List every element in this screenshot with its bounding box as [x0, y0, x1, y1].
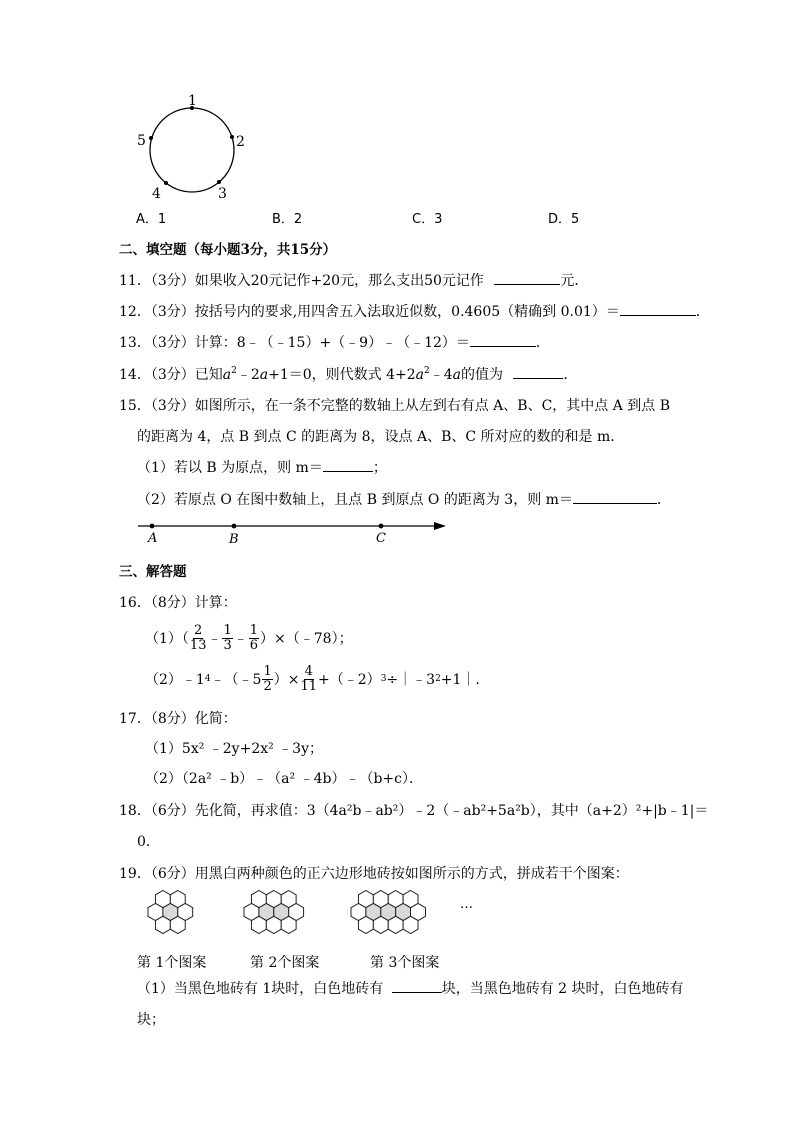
hex-caption-2: 第 2个图案 [250, 955, 320, 971]
question-17: 17．（8分）化简： [119, 711, 237, 727]
q14-exp: 2 [424, 366, 430, 376]
q14-var: a [222, 367, 232, 383]
q13-text: 13．（3分）计算：8﹣（﹣15）+（﹣9）﹣（﹣12）＝ [119, 335, 470, 351]
circle-point-5 [149, 136, 153, 140]
option-a: A．1 [136, 212, 167, 227]
option-d: D．5 [548, 212, 580, 227]
q14-var: a [415, 367, 425, 383]
q14-part: +1＝0，则代数式 4+2 [268, 367, 416, 383]
denominator: 6 [249, 637, 259, 653]
q16-2-text: +1｜. [440, 672, 480, 688]
fraction [249, 624, 259, 653]
numerator: 1 [263, 663, 272, 679]
white-tile [266, 916, 281, 933]
q19-1-blank1 [392, 978, 442, 993]
option-c: C．3 [412, 212, 443, 227]
circle-label-5: 5 [137, 133, 146, 149]
q19-part1-end: 块； [137, 1012, 165, 1028]
fraction [222, 624, 232, 653]
q11-end: 元． [560, 273, 589, 289]
q14-end: ． [563, 367, 578, 383]
white-tile [170, 916, 185, 933]
numerator: 4 [304, 663, 313, 679]
q13-end: ． [535, 335, 550, 351]
circle-point-3 [217, 180, 221, 184]
q16-1-pre: （1）（ [145, 631, 189, 647]
q15-part2 [137, 489, 671, 509]
minus: ﹣ [233, 631, 248, 647]
q14-part: 14．（3分）已知 [119, 367, 223, 383]
q18-line1: 18．（6分）先化简，再求值：3（4a²b﹣ab²）﹣2（﹣ab²+5a²b），其中（a+2）²+|b﹣1|＝ [119, 803, 709, 819]
white-tile [281, 916, 296, 933]
hex-patterns-figure [136, 882, 481, 942]
circle [150, 108, 234, 192]
q11-text: 11．（3分）如果收入20元记作+20元，那么支出50元记作 [119, 273, 484, 289]
q19-1-text: 块，当黑色地砖有 2 块时，白色地砖有 [441, 981, 684, 997]
q14-exp: 2 [231, 366, 237, 376]
q19-part1 [137, 978, 684, 998]
q16-1-post: ）×（﹣78）； [260, 631, 353, 647]
circle-label-3: 3 [218, 186, 227, 202]
q16-2-text: ﹣（﹣5 [210, 672, 262, 688]
section2-title: 二、填空题（每小题3分，共15分） [119, 242, 337, 258]
q14-part: ﹣4 [429, 367, 453, 383]
q14-blank [513, 364, 563, 379]
q15-2-text: （2）若原点 O 在图中数轴上，且点 B 到原点 O 的距离为 3，则 m＝ [137, 492, 573, 508]
q17-part1: （1）5x² ﹣2y+2x² ﹣3y； [145, 741, 324, 757]
hex-caption-3: 第 3个图案 [370, 955, 440, 971]
white-tile [155, 916, 170, 933]
q16-2-text: ）× [273, 672, 300, 688]
q15-2-end: ． [656, 492, 671, 508]
circle-label-1: 1 [188, 94, 197, 109]
q17-part2: （2）（2a² ﹣b）﹣（a² ﹣4b）﹣（b+c）． [145, 771, 423, 787]
fraction [262, 665, 272, 694]
q16-2-pre: （2）﹣1 [145, 672, 205, 688]
q14-var: a [452, 367, 462, 383]
q15-line1: 15．（3分）如图所示，在一条不完整的数轴上从左到右有点 A、B、C，其中点 A 到点 B [119, 398, 671, 414]
circle-label-4: 4 [152, 186, 161, 202]
question-19: 19．（6分）用黑白两种颜色的正六边形地砖按如图所示的方式，拼成若干个图案： [119, 866, 629, 882]
fraction [190, 624, 207, 653]
label-c: C [376, 531, 386, 546]
q15-2-blank [573, 489, 657, 504]
numerator: 1 [249, 622, 259, 638]
circle-point-2 [230, 135, 234, 139]
hex-ellipsis: … [460, 897, 473, 912]
denominator: 13 [189, 637, 207, 653]
circle-figure [130, 94, 250, 204]
q16-part1 [145, 623, 353, 653]
q15-1-blank [323, 457, 373, 472]
point-b [232, 524, 237, 529]
question-13 [119, 332, 550, 352]
number-line [136, 518, 452, 548]
white-tile [388, 916, 403, 933]
denominator: 2 [263, 678, 272, 694]
question-16: 16．（8分）计算： [119, 595, 237, 611]
q15-part1 [137, 457, 387, 477]
white-tile [251, 916, 266, 933]
q14-part: 的值为 [461, 367, 504, 383]
white-tile [373, 916, 388, 933]
q14-var: a [259, 367, 269, 383]
q16-part2: （2）﹣1 4 ﹣（﹣5 $\frac{1}{2}$ ）× $\frac{4}{11}$ +（﹣2） 3 ÷｜﹣3 2 +1｜. [145, 663, 480, 694]
circle-label-2: 2 [236, 134, 245, 150]
label-a: A [148, 531, 158, 546]
q12-text: 12．（3分）按括号内的要求,用四舍五入法取近似数，0.4605（精确到 0.01）＝ [119, 304, 620, 320]
denominator: 11 [300, 678, 318, 694]
hex-caption-1: 第 1个图案 [137, 955, 207, 971]
q15-1-text: （1）若以 B 为原点，则 m＝ [137, 460, 323, 476]
q12-end: ． [695, 304, 710, 320]
fraction [301, 665, 318, 694]
question-11 [119, 270, 588, 290]
q15-line2: 的距离为 4，点 B 到点 C 的距离为 8，设点 A、B、C 所对应的数的和是 m． [137, 429, 625, 445]
white-tile [403, 916, 418, 933]
option-b: B．2 [272, 212, 303, 227]
white-tile [358, 916, 373, 933]
q16-2-text: +（﹣2） [318, 672, 381, 688]
q14-part: ﹣2 [236, 367, 260, 383]
q13-blank [470, 332, 536, 347]
point-c [379, 524, 384, 529]
arrow-head [434, 522, 446, 530]
numerator: 1 [223, 622, 232, 638]
question-12 [119, 301, 710, 321]
q11-blank [494, 270, 560, 285]
question-14 [119, 364, 577, 384]
q12-blank [620, 301, 696, 316]
q15-1-end: ； [372, 460, 387, 476]
q16-2-text: ÷｜﹣3 [386, 672, 436, 688]
minus: ﹣ [207, 631, 222, 647]
denominator: 3 [223, 637, 232, 653]
section3-title: 三、解答题 [119, 564, 187, 580]
label-b: B [229, 532, 239, 547]
numerator: 2 [194, 622, 203, 638]
circle-point-4 [164, 181, 168, 185]
q19-1-text: （1）当黑色地砖有 1块时，白色地砖有 [137, 981, 384, 997]
q18-line2: 0． [137, 834, 160, 850]
point-a [150, 524, 155, 529]
